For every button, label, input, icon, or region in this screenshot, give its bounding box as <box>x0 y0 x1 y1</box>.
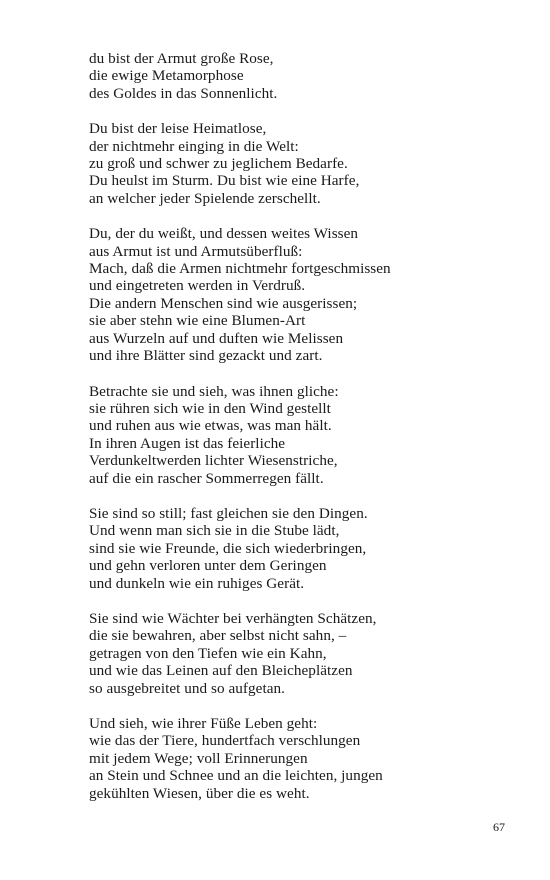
poem-line: die sie bewahren, aber selbst nicht sahn, – <box>89 627 347 645</box>
poem-line: du bist der Armut große Rose, <box>89 50 274 67</box>
poem-line: Die andern Menschen sind wie ausgerissen; <box>89 294 358 312</box>
poem-line: sie rühren sich wie in den Wind gestellt <box>89 399 331 417</box>
stanza <box>89 610 509 697</box>
poem-line: und ihre Blätter sind gezackt und zart. <box>89 347 323 365</box>
poem-line: und wie das Leinen auf den Bleicheplätzen <box>89 662 353 680</box>
poem-line: Betrachte sie und sieh, was ihnen gliche: <box>89 382 339 400</box>
stanza <box>89 505 509 592</box>
poem-line: und ruhen aus wie etwas, was man hält. <box>89 417 332 435</box>
poem-line: an Stein und Schnee und an die leichten, jungen <box>89 767 383 785</box>
poem-line: Sie sind wie Wächter bei verhängten Schätzen, <box>89 609 377 627</box>
poem-line: sind sie wie Freunde, die sich wiederbringen, <box>89 539 367 557</box>
poem-line: getragen von den Tiefen wie ein Kahn, <box>89 644 327 662</box>
poem-line: und gehn verloren unter dem Geringen <box>89 557 327 575</box>
poem-line: der nichtmehr einging in die Welt: <box>89 137 299 155</box>
poem-line: Und wenn man sich sie in die Stube lädt, <box>89 522 340 540</box>
stanza <box>89 120 509 207</box>
poem-line: so ausgebreitet und so aufgetan. <box>89 679 286 697</box>
poem-line: aus Wurzeln auf und duften wie Melissen <box>89 329 344 347</box>
poem-line: Du heulst im Sturm. Du bist wie eine Harfe, <box>89 172 360 190</box>
poem-line: Mach, daß die Armen nichtmehr fortgeschmissen <box>89 260 391 278</box>
stanza <box>89 50 509 102</box>
poem-line: des Goldes in das Sonnenlicht. <box>89 84 278 102</box>
poem-line: auf die ein rascher Sommerregen fällt. <box>89 469 324 487</box>
poem-line: sie aber stehn wie eine Blumen-Art <box>89 312 306 330</box>
page-number: 67 <box>493 820 505 834</box>
poem-line: wie das der Tiere, hundertfach verschlungen <box>89 732 361 750</box>
poem-line: aus Armut ist und Armutsüberfluß: <box>89 242 303 260</box>
stanza <box>89 225 509 364</box>
poem-line: Du bist der leise Heimatlose, <box>89 120 267 138</box>
poem-line: zu groß und schwer zu jeglichem Bedarfe. <box>89 155 348 173</box>
poem-line: und eingetreten werden in Verdruß. <box>89 277 306 295</box>
poem-line: mit jedem Wege; voll Erinnerungen <box>89 749 308 767</box>
poem-line: Du, der du weißt, und dessen weites Wissen <box>89 225 359 243</box>
stanza <box>89 715 509 802</box>
poem-line: Und sieh, wie ihrer Füße Leben geht: <box>89 715 318 732</box>
poem-line: an welcher jeder Spielende zerschellt. <box>89 189 321 207</box>
stanza <box>89 383 509 487</box>
poem-line: In ihren Augen ist das feierliche <box>89 434 286 452</box>
poem-line: Sie sind so still; fast gleichen sie den Dingen. <box>89 504 368 522</box>
poem-line: die ewige Metamorphose <box>89 67 244 85</box>
poem-line: und dunkeln wie ein ruhiges Gerät. <box>89 574 305 592</box>
poem-line: Verdunkeltwerden lichter Wiesenstriche, <box>89 452 338 470</box>
poem-text <box>89 50 509 820</box>
poem-line: gekühlten Wiesen, über die es weht. <box>89 784 310 802</box>
